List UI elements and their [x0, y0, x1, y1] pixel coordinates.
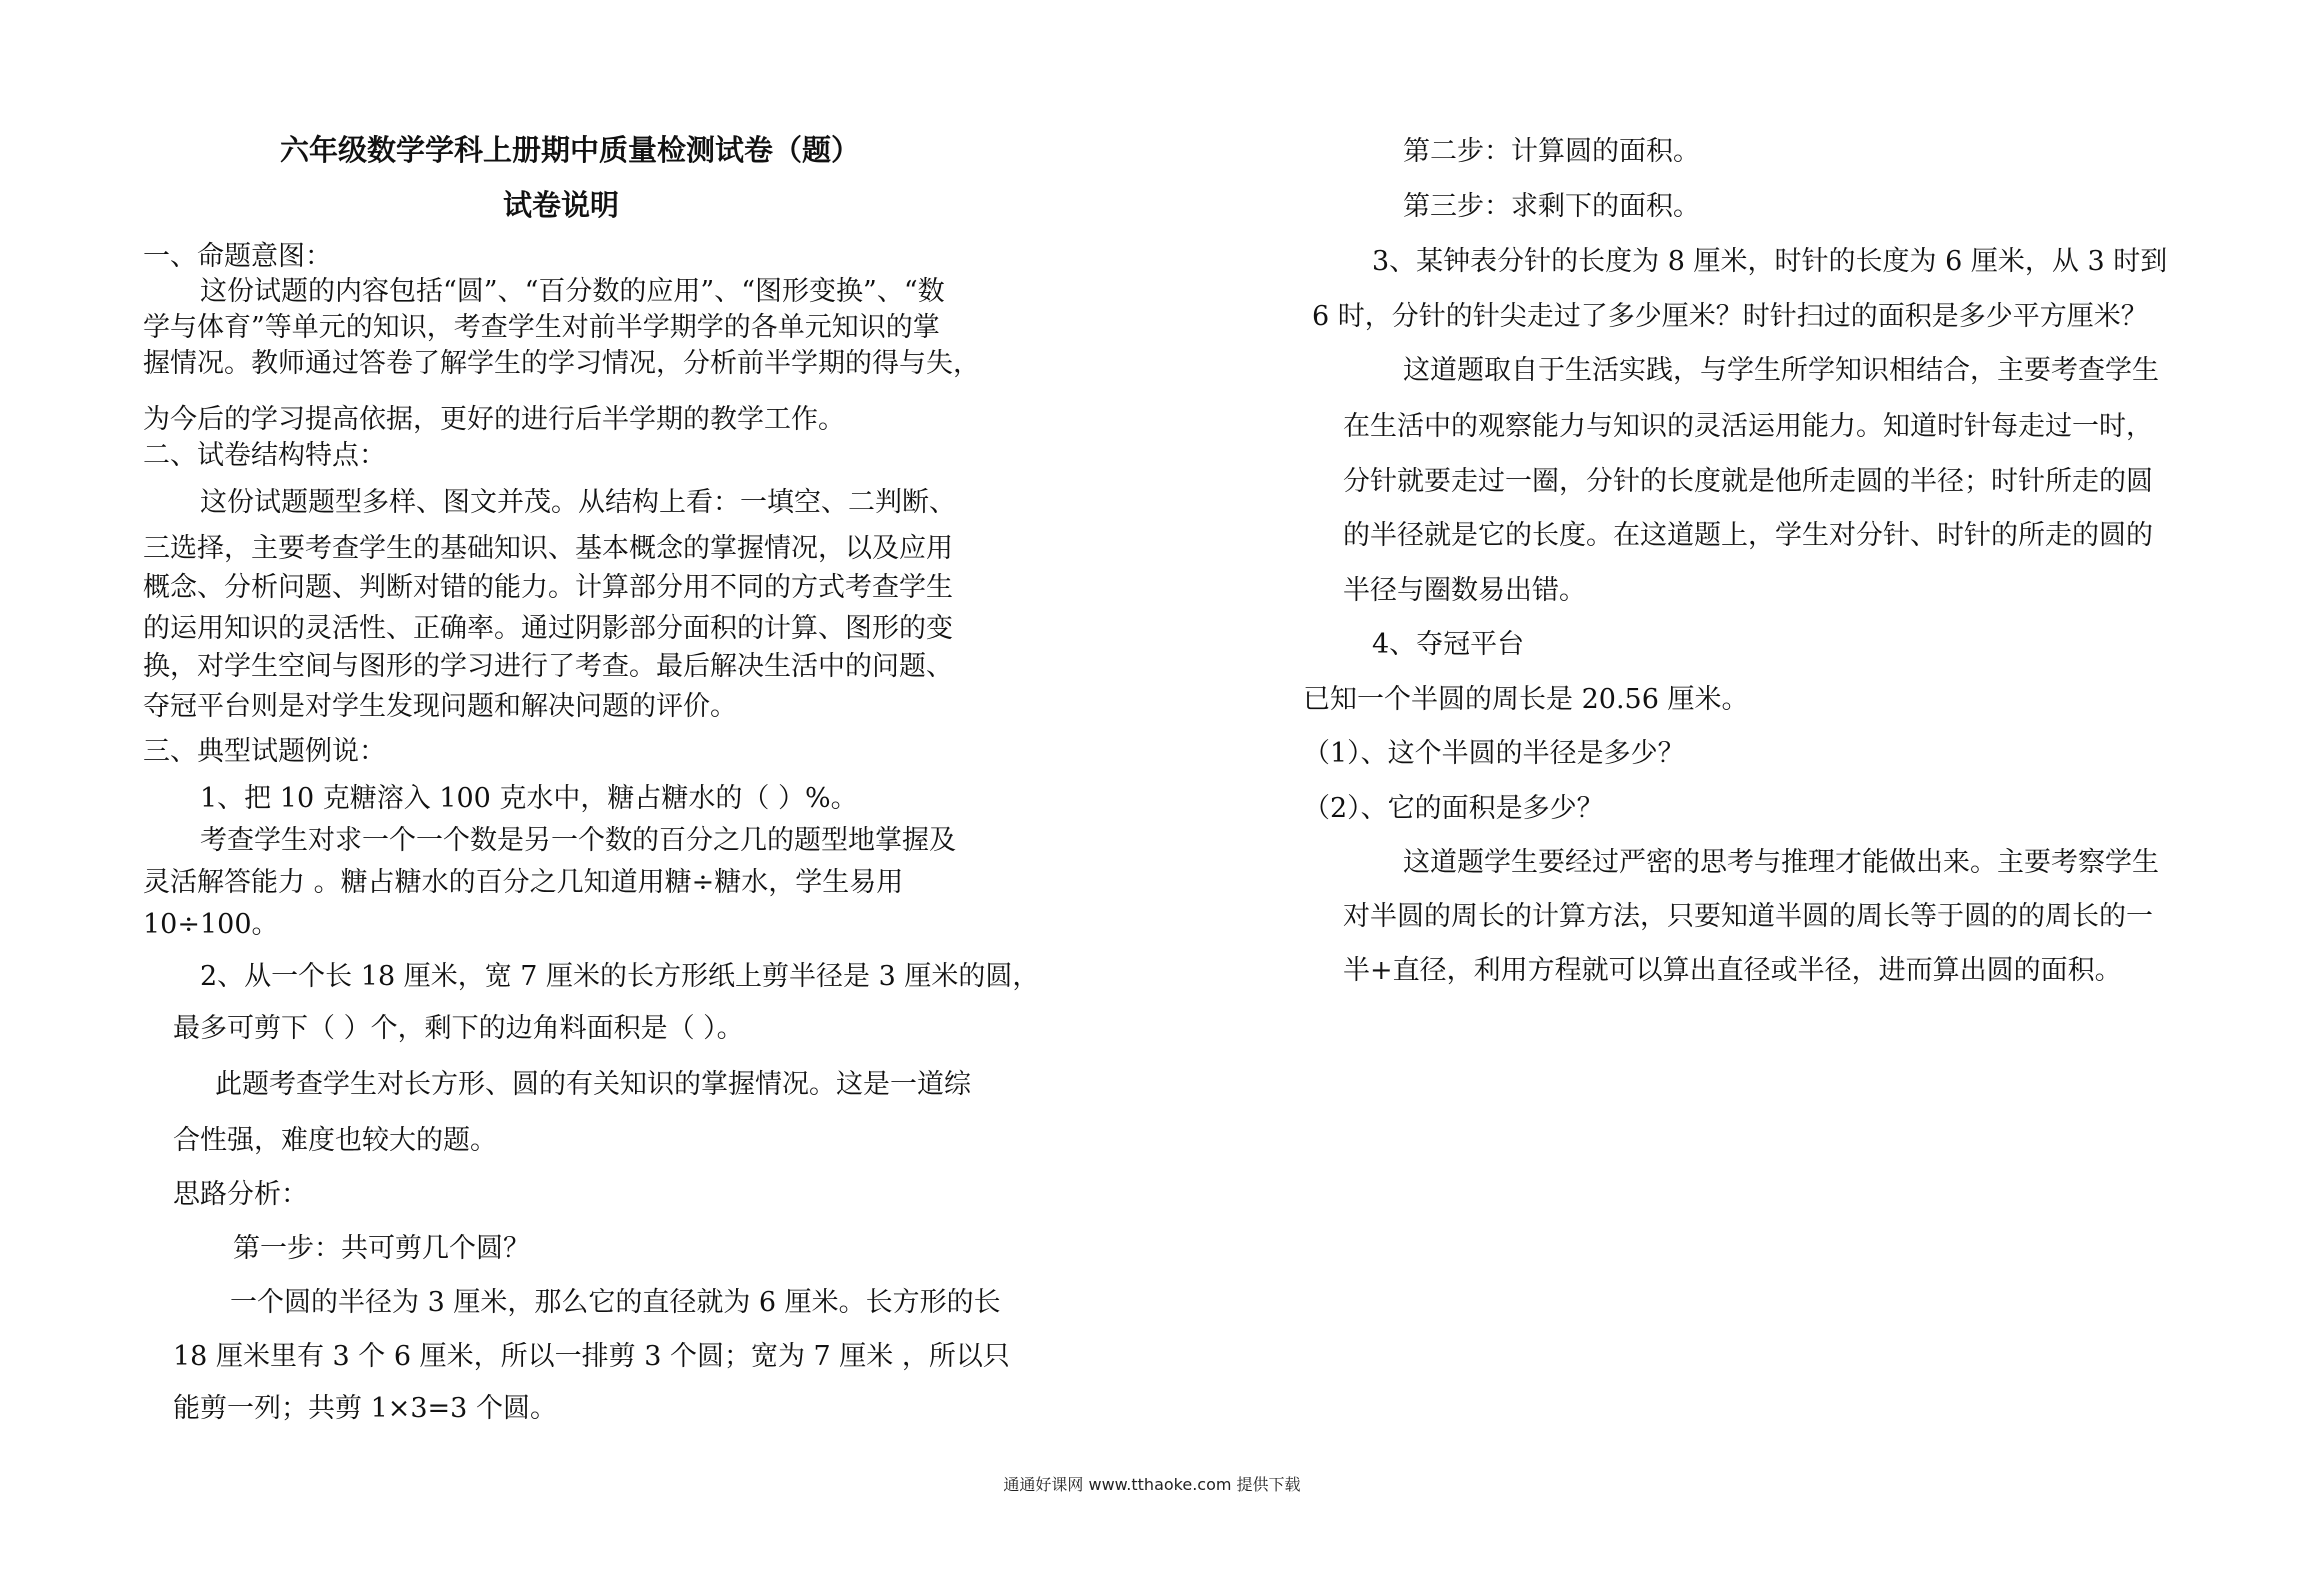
text-line: 6 时，分针的针尖走过了多少厘米？时针扫过的面积是多少平方厘米？	[1312, 301, 2148, 332]
text-line: 概念、分析问题、判断对错的能力。计算部分用不同的方式考查学生	[143, 572, 953, 603]
exam-title: 六年级数学学科上册期中质量检测试卷（题）	[280, 133, 861, 167]
text-line: 对半圆的周长的计算方法，只要知道半圆的周长等于圆的的周长的一	[1343, 901, 2153, 932]
text-line: 合性强，难度也较大的题。	[173, 1125, 497, 1156]
sub-question-1: （1）、这个半圆的半径是多少？	[1303, 738, 1685, 769]
text-line: 分针就要走过一圈，分针的长度就是他所走圆的半径；时针所走的圆	[1343, 466, 2153, 497]
text-line: 在生活中的观察能力与知识的灵活运用能力。知道时针每走过一时，	[1343, 411, 2153, 442]
text-line: 换，对学生空间与图形的学习进行了考查。最后解决生活中的问题、	[143, 651, 953, 682]
section-heading: 一、命题意图：	[143, 241, 332, 272]
text-line: 此题考查学生对长方形、圆的有关知识的掌握情况。这是一道综	[215, 1069, 971, 1100]
text-line: 思路分析：	[173, 1179, 308, 1210]
text-line: 为今后的学习提高依据，更好的进行后半学期的教学工作。	[143, 404, 845, 435]
text-line: 这份试题题型多样、图文并茂。从结构上看：一填空、二判断、	[200, 487, 956, 518]
text-line: 一个圆的半径为 3 厘米，那么它的直径就为 6 厘米。长方形的长	[230, 1287, 1001, 1318]
text-line: 这份试题的内容包括“圆”、“百分数的应用”、“图形变换”、“数	[200, 276, 945, 307]
text-line: 18 厘米里有 3 个 6 厘米，所以一排剪 3 个圆；宽为 7 厘米 ，所以只	[173, 1341, 1010, 1372]
section-heading: 三、典型试题例说：	[143, 736, 386, 767]
step-2: 第二步：计算圆的面积。	[1403, 136, 1700, 167]
exam-subtitle: 试卷说明	[503, 188, 620, 222]
step-1: 第一步：共可剪几个圆？	[233, 1233, 530, 1264]
text-line: 最多可剪下（ ）个，剩下的边角料面积是（ ）。	[173, 1013, 744, 1044]
text-line: 能剪一列；共剪 1×3=3 个圆。	[173, 1393, 557, 1424]
step-3: 第三步：求剩下的面积。	[1403, 191, 1700, 222]
section-heading: 二、试卷结构特点：	[143, 440, 386, 471]
sub-question-2: （2）、它的面积是多少？	[1303, 793, 1604, 824]
question-3: 3、某钟表分针的长度为 8 厘米，时针的长度为 6 厘米，从 3 时到	[1372, 246, 2168, 277]
text-line: 夺冠平台则是对学生发现问题和解决问题的评价。	[143, 691, 737, 722]
question-2: 2、从一个长 18 厘米，宽 7 厘米的长方形纸上剪半径是 3 厘米的圆，	[200, 961, 1040, 992]
text-line: 已知一个半圆的周长是 20.56 厘米。	[1303, 684, 1749, 715]
text-line: 的半径就是它的长度。在这道题上，学生对分针、时针的所走的圆的	[1343, 520, 2153, 551]
text-line: 半+直径，利用方程就可以算出直径或半径，进而算出圆的面积。	[1343, 955, 2122, 986]
text-line: 这道题取自于生活实践，与学生所学知识相结合，主要考查学生	[1403, 355, 2159, 386]
text-line: 考查学生对求一个一个数是另一个数的百分之几的题型地掌握及	[200, 825, 956, 856]
text-line: 的运用知识的灵活性、正确率。通过阴影部分面积的计算、图形的变	[143, 613, 953, 644]
text-line: 这道题学生要经过严密的思考与推理才能做出来。主要考察学生	[1403, 847, 2159, 878]
text-line: 10÷100。	[143, 909, 279, 940]
question-4: 4、夺冠平台	[1372, 629, 1525, 660]
text-line: 三选择，主要考查学生的基础知识、基本概念的掌握情况，以及应用	[143, 533, 953, 564]
footer-source: 通通好课网 www.tthaoke.com 提供下载	[1003, 1475, 1301, 1494]
text-line: 握情况。教师通过答卷了解学生的学习情况，分析前半学期的得与失，	[143, 348, 980, 379]
text-line: 灵活解答能力 。糖占糖水的百分之几知道用糖÷糖水，学生易用	[143, 867, 904, 898]
question-1: 1、把 10 克糖溶入 100 克水中，糖占糖水的（ ）%。	[200, 783, 858, 814]
text-line: 半径与圈数易出错。	[1343, 575, 1586, 606]
text-line: 学与体育”等单元的知识，考查学生对前半学期学的各单元知识的掌	[143, 312, 940, 343]
